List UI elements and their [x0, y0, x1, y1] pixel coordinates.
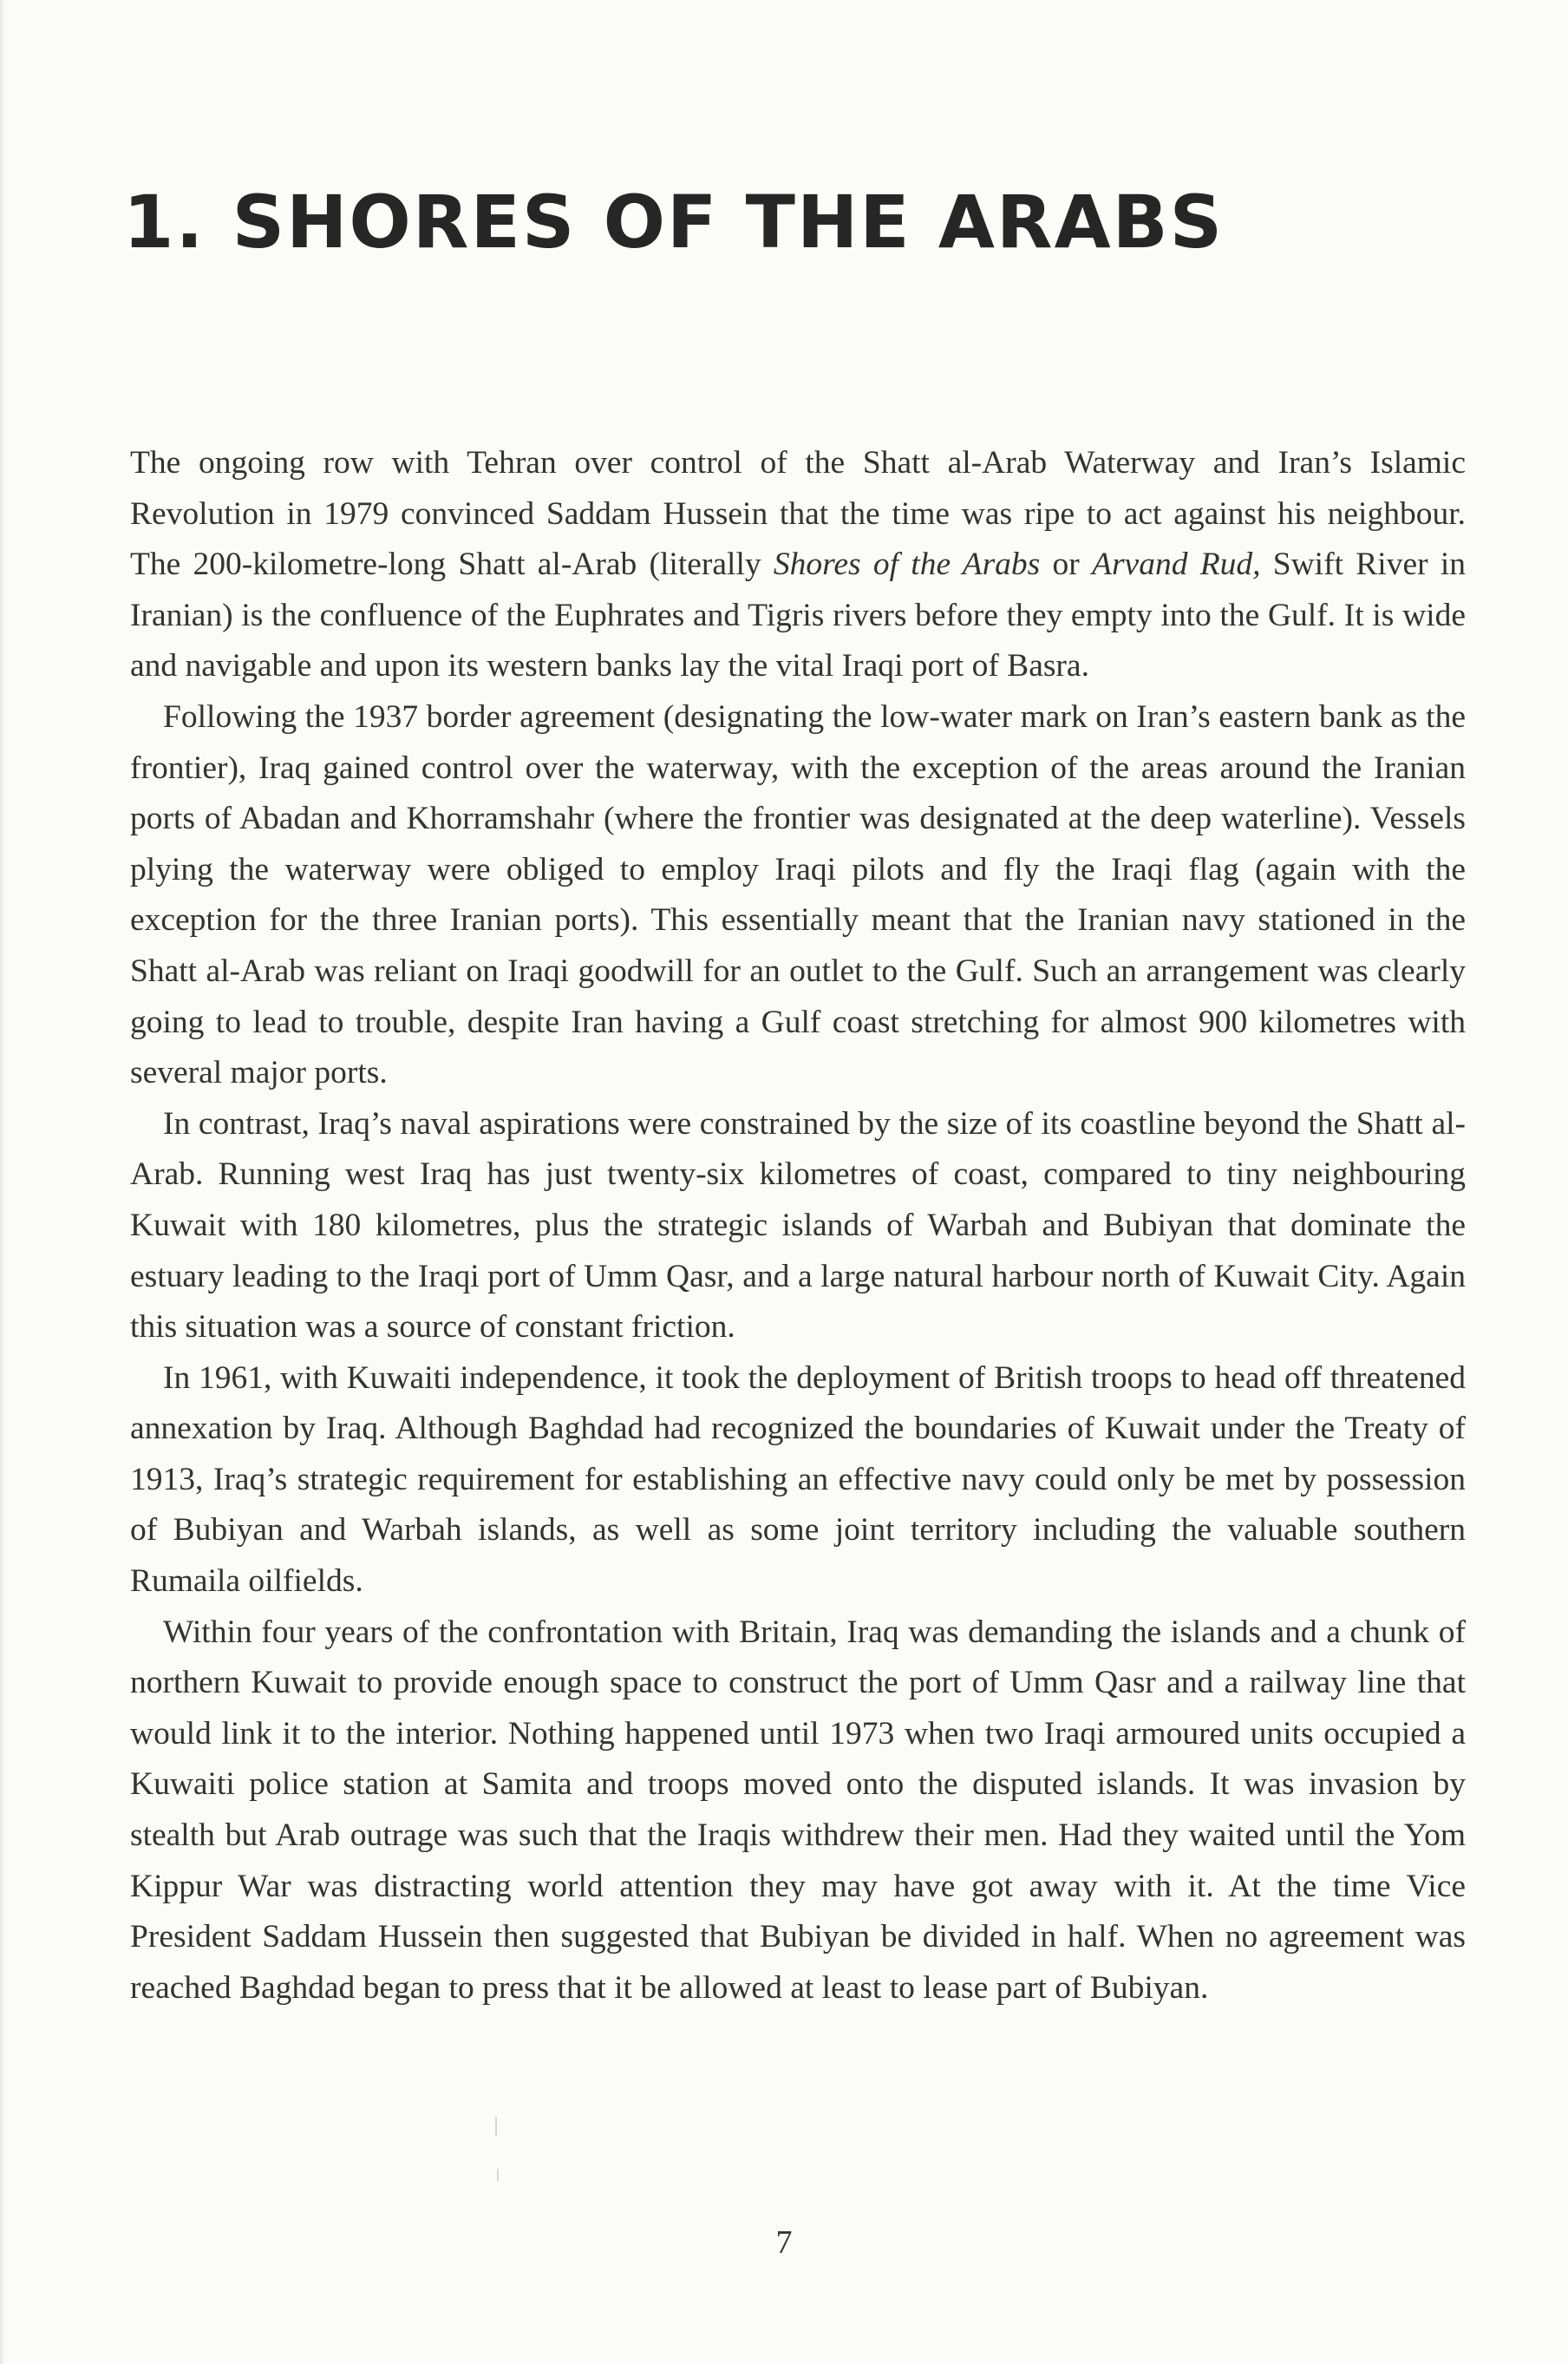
paragraph-1-italic-arvand: Arvand Rud,	[1092, 547, 1261, 583]
paragraph-1-italic-shores: Shores of the Arabs	[773, 547, 1041, 583]
page-number: 7	[775, 2224, 793, 2261]
paragraph-2-text: Following the 1937 border agreement (designating the low-water mark on Iran’s eastern bank as the frontier), Iraq gained control over the waterway, with the exception of the areas around the Iranian ports of Abadan and Khorramshahr (where the frontier was designated at the deep waterline). Vessels plying the waterway were obliged to employ Iraqi pilots and fly the Iraqi flag (again with the exception for the three Iranian ports). This essentially meant that the Iranian navy stationed in the Shatt al-Arab was reliant on Iraqi goodwill for an outlet to the Gulf. Such an arrangement was clearly going to lead to trouble, despite Iran having a Gulf coast stretching for almost 900 kilometres with several major ports.	[130, 698, 1466, 1091]
paragraph-5	[130, 1608, 1466, 2014]
paragraph-1-text-b: or	[1040, 547, 1093, 583]
paragraph-1-text-c: Swift River in Iranian) is the confluence of the Euphrates and Tigris rivers before they empty into the Gulf. It is wide and navigable and upon its western banks lay the vital Iraqi port of Basra.	[130, 547, 1467, 684]
scan-mark	[495, 2117, 497, 2136]
paragraph-4	[130, 1353, 1466, 1608]
paragraph-3	[130, 1099, 1466, 1353]
paragraph-5-text: Within four years of the confrontation with Britain, Iraq was demanding the islands and a chunk of northern Kuwait to provide enough space to construct the port of Umm Qasr and a railway line that would link it to the interior. Nothing happened until 1973 when two Iraqi armoured units occupied a Kuwaiti police station at Samita and troops moved onto the disputed islands. It was invasion by stealth but Arab outrage was such that the Iraqis withdrew their men. Had they waited until the Yom Kippur War was distracting world attention they may have got away with it. At the time Vice President Saddam Hussein then suggested that Bubiyan be divided in half. When no agreement was reached Baghdad began to press that it be allowed at least to lease part of Bubiyan.	[130, 1614, 1466, 2006]
paragraph-1	[130, 438, 1466, 692]
scan-mark	[497, 2169, 499, 2181]
chapter-title: 1. SHORES OF THE ARABS	[123, 180, 1225, 265]
paragraph-1-text-a: The ongoing row with Tehran over control of the Shatt al-Arab Waterway and Iran’s Islamic Revolution in 1979 convinced Saddam Hussein that the time was ripe to act against his neighbour. The 200-kilometre-long Shatt al-Arab (literally	[130, 445, 1466, 583]
body-text	[130, 438, 1466, 2014]
paragraph-2	[130, 692, 1466, 1099]
paragraph-3-text: In contrast, Iraq’s naval aspirations were constrained by the size of its coastline beyond the Shatt al-Arab. Running west Iraq has just twenty-six kilometres of coast, compared to tiny neighbouring Kuwait with 180 kilometres, plus the strategic islands of Warbah and Bubiyan that dominate the estuary leading to the Iraqi port of Umm Qasr, and a large natural harbour north of Kuwait City. Again this situation was a source of constant friction.	[130, 1105, 1466, 1346]
page-edge-shadow	[0, 0, 5, 2364]
paragraph-4-text: In 1961, with Kuwaiti independence, it took the deployment of British troops to head off threatened annexation by Iraq. Although Baghdad had recognized the boundaries of Kuwait under the Treaty of 1913, Iraq’s strategic requirement for establishing an effective navy could only be met by possession of Bubiyan and Warbah islands, as well as some joint territory including the valuable southern Rumaila oilfields.	[130, 1359, 1466, 1600]
